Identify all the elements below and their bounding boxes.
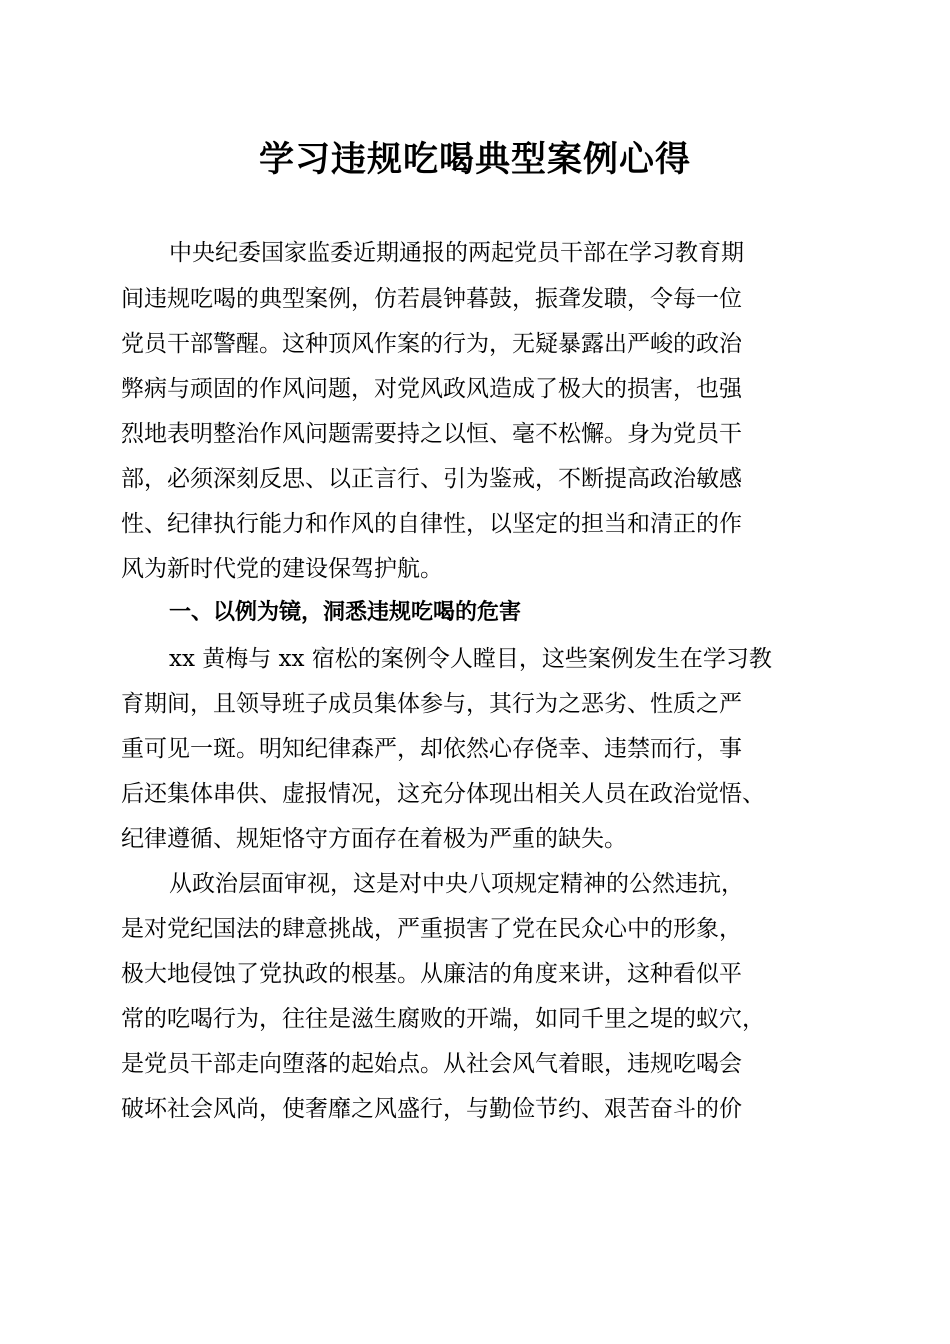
paragraph-line: 后还集体串供、虚报情况，这充分体现出相关人员在政治觉悟、 bbox=[121, 781, 765, 807]
section-heading: 一、以例为镜，洞悉违规吃喝的危害 bbox=[169, 600, 522, 625]
intro-line: 烈地表明整治作风问题需要持之以恒、毫不松懈。身为党员干 bbox=[121, 421, 742, 447]
paragraph-line: 从政治层面审视，这是对中央八项规定精神的公然违抗， bbox=[169, 871, 744, 897]
intro-line: 弊病与顽固的作风问题，对党风政风造成了极大的损害，也强 bbox=[121, 376, 742, 402]
paragraph-line: 重可见一斑。明知纪律森严，却依然心存侥幸、违禁而行，事 bbox=[121, 736, 742, 762]
intro-line: 党员干部警醒。这种顶风作案的行为，无疑暴露出严峻的政治 bbox=[121, 331, 742, 357]
paragraph-line: 纪律遵循、规矩恪守方面存在着极为严重的缺失。 bbox=[121, 826, 627, 852]
paragraph-line: 是对党纪国法的肆意挑战，严重损害了党在民众心中的形象， bbox=[121, 916, 742, 942]
paragraph-line: 育期间，且领导班子成员集体参与，其行为之恶劣、性质之严 bbox=[121, 691, 742, 717]
paragraph-line: 常的吃喝行为，往往是滋生腐败的开端，如同千里之堤的蚁穴， bbox=[121, 1006, 765, 1032]
intro-line: 中央纪委国家监委近期通报的两起党员干部在学习教育期 bbox=[169, 240, 744, 266]
intro-line: 间违规吃喝的典型案例，仿若晨钟暮鼓，振聋发聩，令每一位 bbox=[121, 286, 742, 312]
document-title: 学习违规吃喝典型案例心得 bbox=[258, 139, 691, 180]
paragraph-line: 极大地侵蚀了党执政的根基。从廉洁的角度来讲，这种看似平 bbox=[121, 961, 742, 987]
paragraph-line: 是党员干部走向堕落的起始点。从社会风气着眼，违规吃喝会 bbox=[121, 1051, 742, 1077]
intro-line: 风为新时代党的建设保驾护航。 bbox=[121, 556, 443, 582]
paragraph-line: 破坏社会风尚，使奢靡之风盛行，与勤俭节约、艰苦奋斗的价 bbox=[121, 1096, 742, 1122]
paragraph-line: xx 黄梅与 xx 宿松的案例令人瞠目，这些案例发生在学习教 bbox=[169, 646, 772, 672]
intro-line: 性、纪律执行能力和作风的自律性，以坚定的担当和清正的作 bbox=[121, 511, 742, 537]
intro-line: 部，必须深刻反思、以正言行、引为鉴戒，不断提高政治敏感 bbox=[121, 466, 742, 492]
